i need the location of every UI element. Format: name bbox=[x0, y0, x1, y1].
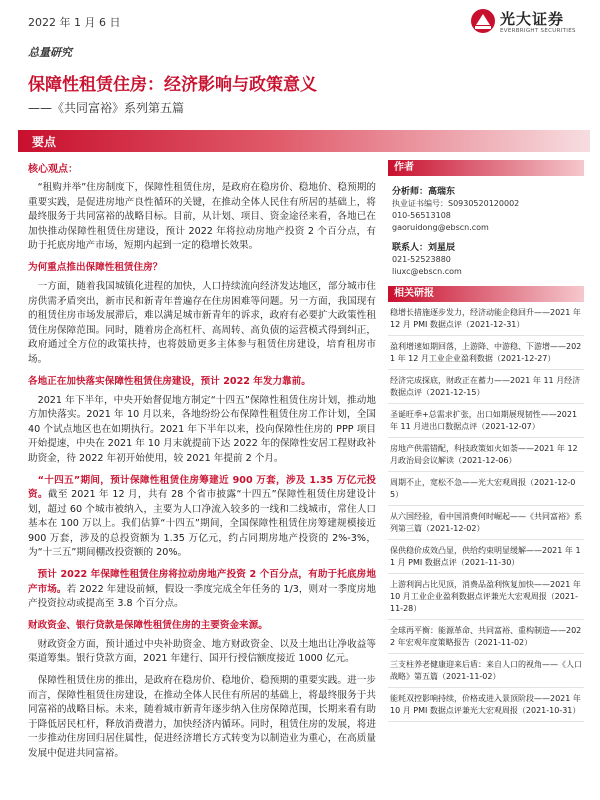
analyst-name: 分析师：高瑞东 bbox=[392, 187, 456, 197]
related-report-item[interactable]: 房地产供需错配，科技政策如火如荼——2021 年 12 月政治局会议解读（2021-12-06） bbox=[388, 438, 584, 472]
paragraph-fiveyear-body: 截至 2021 年 12 月，共有 28 个省市披露“十四五”保障性租赁住房建设计划，超过 60 个城市被纳入，主要为人口净流入较多的一线和二线城市，常住人口基本在 100 万以上。我们估算“十四五”期间，全国保障性租赁住房筹建规模接近 900 万套，涉及的总投资额为 1.35 万亿元，约占同期房地产投资的 2%-3%，为“十三五”期间棚改投资额的 20%。 bbox=[28, 489, 376, 559]
related-report-item[interactable]: 圣诞旺季+总需求扩张，出口如期展现韧性——2021 年 11 月进出口数据点评（2021-12-07） bbox=[388, 404, 584, 438]
brand-logo bbox=[470, 6, 582, 40]
analyst-email[interactable]: gaoruidong@ebscn.com bbox=[392, 223, 489, 232]
report-type: 总量研究 bbox=[28, 46, 72, 59]
main-column bbox=[28, 160, 376, 769]
paragraph-funding: 财政资金方面，预计通过中央补助资金、地方财政资金、以及土地出让净收益等渠道筹集。银行贷款方面，2021 年建行、国开行授信额度接近 1000 亿元。 bbox=[28, 638, 376, 665]
section-heading-funding: 财政资金、银行贷款是保障性租赁住房的主要资金来源。 bbox=[28, 619, 268, 631]
related-reports-list bbox=[388, 302, 584, 722]
sun-logo-icon bbox=[470, 8, 496, 34]
related-report-item[interactable]: 三支柱养老健康迎来后盾：来自人口的视角——《人口战略》第五篇（2021-11-02） bbox=[388, 654, 584, 688]
section-heading-why: 为何重点推出保障性租赁住房？ bbox=[28, 261, 163, 273]
related-report-item[interactable]: 周期不止，宽松不急——光大宏观周报（2021-12-05） bbox=[388, 472, 584, 506]
authors-block bbox=[388, 176, 584, 278]
section-heading-progress: 各地正在加快落实保障性租赁住房建设，预计 2022 年发力靠前。 bbox=[28, 375, 311, 387]
paragraph-fiveyear-lead: “十四五”期间，预计保障性租赁住房筹建近 900 万套，涉及 1.35 万亿元投资。 bbox=[28, 474, 376, 501]
paragraph-investment bbox=[28, 568, 376, 612]
core-heading: 核心观点： bbox=[28, 164, 78, 175]
related-report-item[interactable]: 上游利润占比见顶，消费品盈利恢复加快——2021 年 10 月工业企业盈利数据点评兼光大宏观周报（2021-11-28） bbox=[388, 574, 584, 620]
contact-phone: 021-52523880 bbox=[392, 255, 451, 264]
band-label: 要点 bbox=[32, 135, 57, 149]
paragraph-closing: 保障性租赁住房的推出，是政府在稳房价、稳地价、稳预期的重要实践。进一步而言，保障性租赁住房建设，在推动全体人民住有所居的基础上，将最终服务于共同富裕的战略目标。未来，随着城市新青年逐步纳入住房保障范围，长期来看有助于降低居民杠杆，释放消费潜力，加快经济内循环。同时，租赁住房的发展，将进一步推动住房回归居住属性，促进经济增长方式转变为以制造业为重心，在高质量发展中促进共同富裕。 bbox=[28, 675, 376, 759]
logo-name: 光大证券 bbox=[500, 10, 565, 28]
paragraph-progress: 2021 年下半年，中央开始督促地方制定“十四五”保障性租赁住房计划，推动地方加快落实。2021 年 10 月以来，各地纷纷公布保障性租赁住房工作计划，全国 40 个试点地区也在如期执行。2021 年下半年以来，投向保障性住房的 PPP 项目开始提速，中央在 2021 年 10 月末就提前下达 2022 年的保障性安居工程财政补助资金，待 2022 年初开始使用，较 2021 年提前 2 个月。 bbox=[28, 394, 376, 464]
related-report-item[interactable]: 从六国经验，看中国消费何时崛起——《共同富裕》系列第三篇（2021-12-02） bbox=[388, 506, 584, 540]
report-date: 2022 年 1 月 6 日 bbox=[28, 16, 121, 29]
related-report-item[interactable]: 经济完成探底，财政正在蓄力——2021 年 11 月经济数据点评（2021-12-15） bbox=[388, 370, 584, 404]
sidebar bbox=[388, 160, 584, 722]
related-report-item[interactable]: 全球再平衡：能源革命、共同富裕、重构制造——2022 年宏观年度策略报告（2021-11-02） bbox=[388, 620, 584, 654]
paragraph-investment-body: 若 2022 年建设前倾，假设一季度完成全年任务的 1/3，则对一季度房地产投资拉动或提高至 3.8 个百分点。 bbox=[28, 583, 376, 610]
related-report-item[interactable]: 能耗双控影响持续，价格或进入景顶阶段——2021 年 10 月 PMI 数据点评兼光大宏观周报（2021-10-31） bbox=[388, 688, 584, 722]
logo-name-en: EVERBRIGHT SECURITIES bbox=[500, 28, 576, 34]
report-subtitle: ——《共同富裕》系列第五篇 bbox=[28, 101, 185, 115]
related-report-item[interactable]: 盈利增速如期回落，上游降、中游稳、下游增——2021 年 12 月工业企业盈利数据（2021-12-27） bbox=[388, 336, 584, 370]
contact-name: 联系人：刘星辰 bbox=[392, 243, 456, 253]
key-points-band bbox=[18, 130, 590, 152]
report-title: 保障性租赁住房：经济影响与政策意义 bbox=[28, 75, 317, 95]
paragraph-investment-lead: 预计 2022 年保障性租赁住房将拉动房地产投资 2 个百分点，有助于托底房地产市场。 bbox=[28, 569, 376, 595]
analyst-license: 执业证书编号：S0930520120002 bbox=[392, 199, 520, 208]
analyst-info bbox=[392, 186, 580, 234]
contact-info bbox=[392, 242, 580, 278]
core-paragraph: “租购并举”住房制度下，保障性租赁住房，是政府在稳房价、稳地价、稳预期的重要实践，是促进房地产良性循环的关键，在推动全体人民住有所居的基础上，将最终服务于共同富裕的战略目标。目前，从计划、项目、资金途径来看，各地已在加快推动保障性租赁住房建设，预计 2022 年将拉动房地产投资 2 个百分点，有助于托底房地产市场，短期内起到一定的稳增长效果。 bbox=[28, 182, 376, 252]
related-reports-heading: 相关研报 bbox=[388, 286, 584, 302]
contact-email[interactable]: liuxc@ebscn.com bbox=[392, 267, 462, 276]
authors-heading: 作者 bbox=[388, 160, 584, 176]
related-report-item[interactable]: 稳增长措施逐步发力，经济动能企稳回升——2021 年 12 月 PMI 数据点评（2021-12-31） bbox=[388, 302, 584, 336]
related-report-item[interactable]: 保供稳价成效凸显，供给约束明显缓解——2021 年 11 月 PMI 数据点评（2021-11-30） bbox=[388, 540, 584, 574]
analyst-phone: 010-56513108 bbox=[392, 211, 451, 220]
paragraph-fiveyear bbox=[28, 474, 376, 562]
paragraph-why: 一方面，随着我国城镇化进程的加快，人口持续流向经济发达地区，部分城市住房供需矛盾突出，新市民和新青年普遍存在住房困难等问题。另一方面，我国现有的租赁住房市场发展滞后，难以满足城市新青年的诉求，政府有必要扩大政策性租赁住房保障范围。同时，随着房企高杠杆、高周转、高负债的运营模式得到纠正，政府通过全方位的政策扶持，也将鼓励更多主体参与租赁住房建设，培育租房市场。 bbox=[28, 280, 376, 365]
